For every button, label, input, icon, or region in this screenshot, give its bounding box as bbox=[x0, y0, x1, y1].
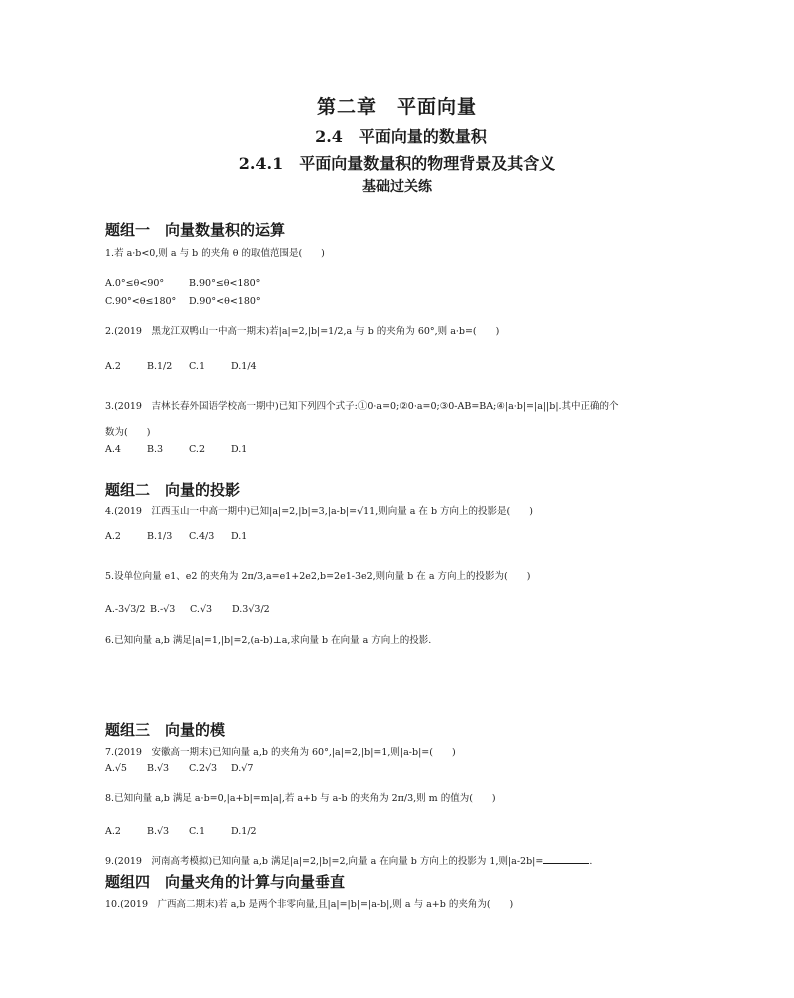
question-3: 3.(2019 吉林长春外国语学校高一期中)已知下列四个式子:①0·a=0;②0·a=0;③0-AB=BA;④|a·b|=|a||b|.其中正确的个 bbox=[105, 401, 619, 412]
question-2: 2.(2019 黑龙江双鸭山一中高一期末)若|a|=2,|b|=1/2,a 与 b 的夹角为 60°,则 a·b=( ) bbox=[105, 326, 500, 337]
q7-option-a: A.√5 bbox=[105, 763, 127, 774]
question-8: 8.已知向量 a,b 满足 a·b=0,|a+b|=m|a|,若 a+b 与 a-b 的夹角为 2π/3,则 m 的值为( ) bbox=[105, 793, 496, 804]
subsection-title: 2.4.1 平面向量数量积的物理背景及其含义 bbox=[238, 154, 556, 173]
q4-option-c: C.4/3 bbox=[189, 531, 215, 542]
question-4: 4.(2019 江西玉山一中高一期中)已知|a|=2,|b|=3,|a-b|=√11,则向量 a 在 b 方向上的投影是( ) bbox=[105, 506, 533, 517]
question-7: 7.(2019 安徽高一期末)已知向量 a,b 的夹角为 60°,|a|=2,|b|=1,则|a-b|=( ) bbox=[105, 747, 456, 758]
q7-option-b: B.√3 bbox=[147, 763, 170, 774]
q7-option-d: D.√7 bbox=[231, 763, 254, 774]
group-2-title: 题组二 向量的投影 bbox=[105, 481, 241, 499]
group-1-title: 题组一 向量数量积的运算 bbox=[105, 221, 286, 239]
q5-option-d: D.3√3/2 bbox=[232, 604, 270, 615]
q5-option-a: A.-3√3/2 bbox=[105, 604, 146, 615]
question-3-cont: 数为( ) bbox=[105, 427, 151, 438]
q4-option-b: B.1/3 bbox=[147, 531, 173, 542]
q2-option-c: C.1 bbox=[189, 361, 205, 372]
question-1: 1.若 a·b<0,则 a 与 b 的夹角 θ 的取值范围是( ) bbox=[105, 248, 325, 259]
q1-option-a: A.0°≤θ<90° bbox=[105, 278, 165, 289]
q5-option-c: C.√3 bbox=[190, 604, 213, 615]
q8-option-b: B.√3 bbox=[147, 826, 170, 837]
q3-option-c: C.2 bbox=[189, 444, 205, 455]
q1-option-b: B.90°≤θ<180° bbox=[189, 278, 261, 289]
q1-option-d: D.90°<θ<180° bbox=[189, 296, 261, 307]
q3-option-a: A.4 bbox=[105, 444, 121, 455]
q8-option-a: A.2 bbox=[105, 826, 121, 837]
question-9 bbox=[105, 853, 592, 867]
chapter-title: 第二章 平面向量 bbox=[316, 96, 477, 118]
q2-option-d: D.1/4 bbox=[231, 361, 257, 372]
q7-option-c: C.2√3 bbox=[189, 763, 218, 774]
q8-option-c: C.1 bbox=[189, 826, 205, 837]
q2-option-b: B.1/2 bbox=[147, 361, 173, 372]
q5-option-b: B.-√3 bbox=[150, 604, 176, 615]
section-title: 2.4 平面向量的数量积 bbox=[315, 127, 487, 146]
q4-option-a: A.2 bbox=[105, 531, 121, 542]
q3-option-d: D.1 bbox=[231, 444, 248, 455]
answer-blank[interactable] bbox=[543, 854, 589, 864]
question-5: 5.设单位向量 e1、e2 的夹角为 2π/3,a=e1+2e2,b=2e1-3e2,则向量 b 在 a 方向上的投影为( ) bbox=[105, 571, 531, 582]
q3-option-b: B.3 bbox=[147, 444, 164, 455]
question-9-period: . bbox=[589, 856, 593, 867]
q8-option-d: D.1/2 bbox=[231, 826, 257, 837]
practice-title: 基础过关练 bbox=[362, 179, 432, 195]
question-6: 6.已知向量 a,b 满足|a|=1,|b|=2,(a-b)⊥a,求向量 b 在向量 a 方向上的投影. bbox=[105, 635, 432, 646]
q2-option-a: A.2 bbox=[105, 361, 121, 372]
group-4-title: 题组四 向量夹角的计算与向量垂直 bbox=[105, 873, 346, 891]
question-9-text: 9.(2019 河南高考模拟)已知向量 a,b 满足|a|=2,|b|=2,向量 a 在向量 b 方向上的投影为 1,则|a-2b|= bbox=[105, 856, 544, 867]
group-3-title: 题组三 向量的模 bbox=[105, 721, 226, 739]
question-10: 10.(2019 广西高二期末)若 a,b 是两个非零向量,且|a|=|b|=|a-b|,则 a 与 a+b 的夹角为( ) bbox=[105, 899, 514, 910]
q1-option-c: C.90°<θ≤180° bbox=[105, 296, 177, 307]
q4-option-d: D.1 bbox=[231, 531, 248, 542]
